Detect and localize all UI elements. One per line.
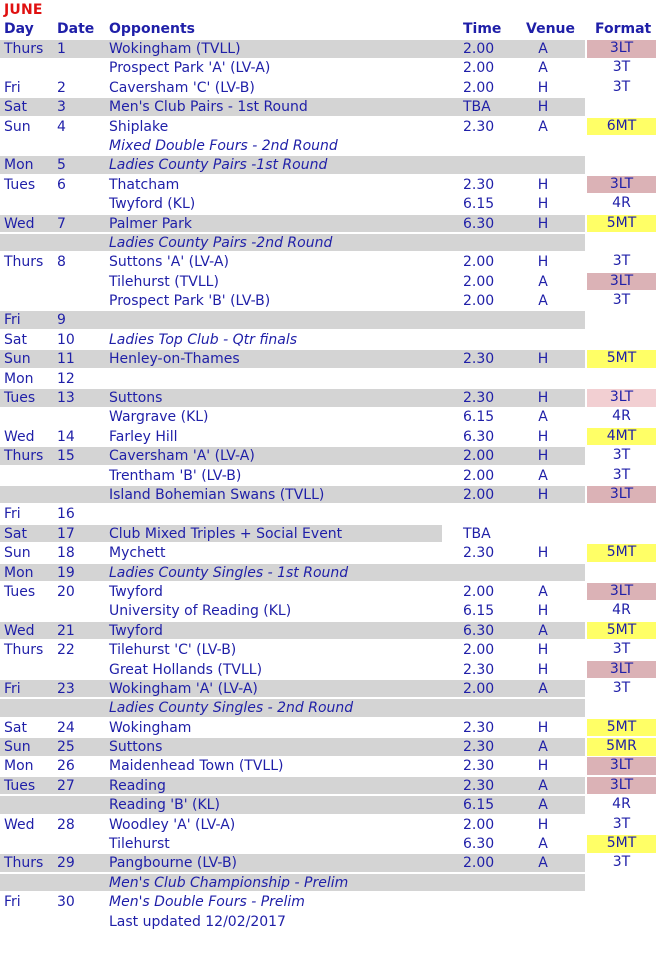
cell-day: Thurs <box>4 41 44 57</box>
cell-date: 17 <box>57 525 75 542</box>
cell-format: 3T <box>612 466 631 483</box>
cell-opponent: Men's Club Pairs - 1st Round <box>109 99 308 116</box>
cell-time: 2.00 <box>463 60 495 77</box>
cell-format: 3LT <box>587 486 656 504</box>
cell-day: Mon <box>4 157 34 174</box>
cell-time: 2.00 <box>463 816 495 833</box>
cell-day: Sat <box>4 331 27 348</box>
cell-venue: A <box>538 777 548 794</box>
cell-format: 5MT <box>587 350 656 368</box>
cell-time: 2.00 <box>463 467 495 484</box>
cell-date: 3 <box>57 99 66 116</box>
cell-date: 2 <box>57 79 66 96</box>
table-row <box>0 446 657 465</box>
cell-time: 2.30 <box>463 719 495 736</box>
cell-venue: H <box>537 99 549 116</box>
row-shading <box>0 40 585 58</box>
cell-opponent: Prospect Park 'A' (LV-A) <box>109 60 271 77</box>
cell-format: 3T <box>612 854 631 871</box>
cell-day: Thurs <box>4 855 44 872</box>
cell-day: Wed <box>4 428 35 445</box>
table-row <box>0 272 657 291</box>
cell-format: 5MT <box>587 215 656 233</box>
cell-opponent: Suttons 'A' (LV-A) <box>109 254 229 271</box>
cell-opponent: Henley-on-Thames <box>109 351 240 368</box>
cell-format: 3LT <box>587 273 656 291</box>
cell-format: 3T <box>612 447 631 464</box>
cell-opponent: Wokingham (TVLL) <box>109 41 241 57</box>
cell-time: TBA <box>463 99 491 116</box>
cell-date: 18 <box>57 545 75 562</box>
cell-time: 6.15 <box>463 797 495 814</box>
cell-time: 2.30 <box>463 390 495 407</box>
cell-opponent: Ladies County Singles - 1st Round <box>109 564 349 581</box>
cell-day: Fri <box>4 894 21 911</box>
row-shading <box>0 680 585 698</box>
header-time: Time <box>463 21 502 37</box>
cell-day: Wed <box>4 816 35 833</box>
cell-format <box>587 331 656 349</box>
cell-format: 3LT <box>587 777 656 795</box>
cell-format: 3LT <box>587 661 656 679</box>
cell-date: 11 <box>57 351 75 368</box>
cell-venue: A <box>538 855 548 872</box>
cell-date: 25 <box>57 739 75 756</box>
row-shading <box>0 738 585 756</box>
cell-opponent: Mixed Double Fours - 2nd Round <box>109 137 338 154</box>
cell-time: 2.00 <box>463 583 495 600</box>
cell-format: 3LT <box>587 40 656 58</box>
cell-format: 5MT <box>587 719 656 737</box>
cell-format <box>587 234 656 252</box>
cell-format: 4MT <box>587 428 656 446</box>
table-row <box>0 524 657 543</box>
cell-time: 2.30 <box>463 351 495 368</box>
cell-venue: H <box>537 758 549 775</box>
table-row <box>0 815 657 834</box>
cell-format: 5MT <box>587 544 656 562</box>
cell-format: 5MT <box>587 835 656 853</box>
table-row <box>0 233 657 252</box>
cell-venue: A <box>538 797 548 814</box>
cell-opponent: Trentham 'B' (LV-B) <box>109 467 242 484</box>
table-row <box>0 485 657 504</box>
cell-opponent: Reading 'B' (KL) <box>109 797 220 814</box>
cell-time: 2.00 <box>463 642 495 659</box>
cell-opponent: Shiplake <box>109 118 169 135</box>
cell-format: 3T <box>612 679 631 696</box>
cell-venue: H <box>537 816 549 833</box>
cell-opponent: Caversham 'A' (LV-A) <box>109 448 255 465</box>
cell-date: 26 <box>57 758 75 775</box>
cell-opponent: Twyford (KL) <box>109 196 196 213</box>
cell-opponent: Caversham 'C' (LV-B) <box>109 79 255 96</box>
cell-venue: H <box>537 79 549 96</box>
cell-venue: H <box>537 603 549 620</box>
cell-format <box>587 156 656 174</box>
cell-opponent: Last updated 12/02/2017 <box>109 913 286 930</box>
cell-date: 24 <box>57 719 75 736</box>
cell-venue: H <box>537 428 549 445</box>
cell-format <box>587 525 656 543</box>
cell-format <box>587 98 656 116</box>
cell-date: 6 <box>57 176 66 193</box>
cell-time: 2.00 <box>463 680 495 697</box>
table-row <box>0 834 657 853</box>
table-row <box>0 873 657 892</box>
cell-time: 2.00 <box>463 254 495 271</box>
table-row <box>0 912 657 931</box>
table-row <box>0 39 657 58</box>
table-row <box>0 718 657 737</box>
table-row <box>0 466 657 485</box>
table-row <box>0 543 657 562</box>
cell-date: 12 <box>57 370 75 387</box>
cell-opponent: Ladies County Pairs -2nd Round <box>109 234 333 251</box>
cell-venue: H <box>537 390 549 407</box>
cell-venue: A <box>538 622 548 639</box>
cell-day: Wed <box>4 622 35 639</box>
cell-venue: H <box>537 176 549 193</box>
cell-day: Mon <box>4 758 34 775</box>
cell-venue: H <box>537 661 549 678</box>
cell-day: Sun <box>4 118 31 135</box>
cell-time: 2.30 <box>463 176 495 193</box>
cell-date: 30 <box>57 894 75 911</box>
cell-opponent: Pangbourne (LV-B) <box>109 855 238 872</box>
cell-day: Tues <box>4 583 36 600</box>
cell-format <box>587 370 656 388</box>
cell-format: 6MT <box>587 118 656 136</box>
table-row <box>0 155 657 174</box>
cell-opponent: Men's Club Championship - Prelim <box>109 874 349 891</box>
cell-date: 7 <box>57 215 66 232</box>
table-row <box>0 349 657 368</box>
cell-day: Sat <box>4 99 27 116</box>
table-header <box>0 20 657 39</box>
cell-time: 6.30 <box>463 622 495 639</box>
table-row <box>0 97 657 116</box>
cell-venue: H <box>537 215 549 232</box>
cell-day: Sun <box>4 739 31 756</box>
cell-format: 3T <box>612 253 631 270</box>
cell-day: Tues <box>4 176 36 193</box>
cell-day: Tues <box>4 390 36 407</box>
cell-date: 5 <box>57 157 66 174</box>
cell-opponent: Twyford <box>109 583 163 600</box>
table-row <box>0 737 657 756</box>
table-row <box>0 407 657 426</box>
cell-venue: A <box>538 41 548 57</box>
cell-date: 21 <box>57 622 75 639</box>
cell-time: 2.00 <box>463 448 495 465</box>
cell-date: 27 <box>57 777 75 794</box>
table-row <box>0 291 657 310</box>
cell-format: 4R <box>612 602 631 619</box>
table-row <box>0 252 657 271</box>
cell-date: 15 <box>57 448 75 465</box>
table-row <box>0 679 657 698</box>
cell-day: Fri <box>4 312 21 329</box>
cell-format: 3LT <box>587 389 656 407</box>
cell-opponent: Ladies County Singles - 2nd Round <box>109 700 354 717</box>
cell-venue: A <box>538 680 548 697</box>
cell-opponent: Mychett <box>109 545 166 562</box>
cell-opponent: Wokingham <box>109 719 192 736</box>
cell-venue: A <box>538 409 548 426</box>
table-row <box>0 58 657 77</box>
cell-day: Tues <box>4 777 36 794</box>
month-title: JUNE <box>4 2 43 18</box>
cell-time: 2.30 <box>463 118 495 135</box>
cell-opponent: Farley Hill <box>109 428 178 445</box>
cell-opponent: Tilehurst <box>109 836 170 853</box>
table-row <box>0 388 657 407</box>
cell-opponent: Twyford <box>109 622 163 639</box>
cell-date: 4 <box>57 118 66 135</box>
cell-venue: A <box>538 467 548 484</box>
cell-date: 9 <box>57 312 66 329</box>
cell-opponent: Suttons <box>109 390 163 407</box>
cell-time: 2.30 <box>463 545 495 562</box>
cell-time: TBA <box>463 525 491 542</box>
cell-venue: H <box>537 351 549 368</box>
cell-opponent: Ladies Top Club - Qtr finals <box>109 331 298 348</box>
table-row <box>0 369 657 388</box>
cell-opponent: Tilehurst 'C' (LV-B) <box>109 642 237 659</box>
row-shading <box>0 796 585 814</box>
row-shading <box>0 311 585 329</box>
cell-day: Mon <box>4 564 34 581</box>
cell-date: 19 <box>57 564 75 581</box>
cell-venue: A <box>538 118 548 135</box>
table-row <box>0 563 657 582</box>
cell-venue: H <box>537 642 549 659</box>
cell-date: 14 <box>57 428 75 445</box>
cell-date: 1 <box>57 41 66 57</box>
cell-format <box>587 564 656 582</box>
cell-opponent: Wokingham 'A' (LV-A) <box>109 680 258 697</box>
table-row <box>0 330 657 349</box>
cell-day: Thurs <box>4 448 44 465</box>
cell-day: Wed <box>4 215 35 232</box>
table-row <box>0 582 657 601</box>
table-row <box>0 795 657 814</box>
table-row <box>0 776 657 795</box>
cell-time: 6.15 <box>463 603 495 620</box>
cell-opponent: Thatcham <box>109 176 180 193</box>
cell-time: 2.00 <box>463 855 495 872</box>
cell-venue: A <box>538 293 548 310</box>
cell-time: 2.30 <box>463 739 495 756</box>
cell-opponent: Wargrave (KL) <box>109 409 209 426</box>
row-shading <box>0 854 585 872</box>
cell-time: 6.15 <box>463 196 495 213</box>
cell-venue: A <box>538 739 548 756</box>
cell-date: 13 <box>57 390 75 407</box>
cell-opponent: Great Hollands (TVLL) <box>109 661 263 678</box>
table-row <box>0 660 657 679</box>
cell-opponent: Tilehurst (TVLL) <box>109 273 219 290</box>
cell-venue: H <box>537 196 549 213</box>
cell-opponent: Reading <box>109 777 166 794</box>
cell-opponent: Woodley 'A' (LV-A) <box>109 816 236 833</box>
cell-format: 4R <box>612 796 631 813</box>
row-shading <box>0 350 585 368</box>
cell-time: 6.30 <box>463 215 495 232</box>
cell-format: 5MR <box>587 738 656 756</box>
cell-format: 5MT <box>587 622 656 640</box>
cell-time: 2.00 <box>463 293 495 310</box>
header-format: Format <box>595 21 652 37</box>
table-row <box>0 136 657 155</box>
cell-format: 3T <box>612 78 631 95</box>
cell-time: 2.30 <box>463 661 495 678</box>
cell-date: 8 <box>57 254 66 271</box>
table-row <box>0 427 657 446</box>
cell-date: 20 <box>57 583 75 600</box>
cell-venue: H <box>537 486 549 503</box>
table-row <box>0 756 657 775</box>
cell-time: 6.30 <box>463 428 495 445</box>
cell-day: Fri <box>4 506 21 523</box>
cell-opponent: Island Bohemian Swans (TVLL) <box>109 486 325 503</box>
cell-venue: H <box>537 545 549 562</box>
cell-format: 3T <box>612 59 631 76</box>
table-row <box>0 117 657 136</box>
row-shading <box>0 777 585 795</box>
row-shading <box>0 215 585 233</box>
cell-day: Sat <box>4 719 27 736</box>
cell-day: Sat <box>4 525 27 542</box>
header-opponents: Opponents <box>109 21 196 37</box>
cell-opponent: Palmer Park <box>109 215 192 232</box>
cell-format <box>587 913 656 931</box>
cell-time: 6.15 <box>463 409 495 426</box>
cell-date: 10 <box>57 331 75 348</box>
cell-format <box>587 893 656 911</box>
cell-opponent: Maidenhead Town (TVLL) <box>109 758 284 775</box>
cell-date: 23 <box>57 680 75 697</box>
cell-format <box>587 505 656 523</box>
cell-format: 3LT <box>587 176 656 194</box>
header-day: Day <box>4 21 34 37</box>
cell-time: 2.00 <box>463 79 495 96</box>
row-shading <box>0 447 585 465</box>
cell-format <box>587 311 656 329</box>
cell-time: 2.30 <box>463 758 495 775</box>
table-row <box>0 853 657 872</box>
table-row <box>0 78 657 97</box>
cell-day: Fri <box>4 79 21 96</box>
cell-format: 3T <box>612 292 631 309</box>
table-row <box>0 601 657 620</box>
table-row <box>0 194 657 213</box>
cell-format: 4R <box>612 195 631 212</box>
cell-format: 3T <box>612 641 631 658</box>
cell-date: 29 <box>57 855 75 872</box>
fixtures-table <box>0 39 657 931</box>
cell-date: 22 <box>57 642 75 659</box>
row-shading <box>0 622 585 640</box>
cell-time: 2.30 <box>463 777 495 794</box>
cell-venue: A <box>538 836 548 853</box>
cell-format <box>587 699 656 717</box>
table-row <box>0 892 657 911</box>
table-row <box>0 698 657 717</box>
cell-venue: A <box>538 273 548 290</box>
cell-format: 3T <box>612 815 631 832</box>
cell-day: Thurs <box>4 642 44 659</box>
cell-time: 2.00 <box>463 486 495 503</box>
cell-opponent: Men's Double Fours - Prelim <box>109 894 305 911</box>
cell-time: 2.00 <box>463 273 495 290</box>
cell-day: Fri <box>4 680 21 697</box>
cell-opponent: Suttons <box>109 739 163 756</box>
cell-day: Mon <box>4 370 34 387</box>
cell-date: 28 <box>57 816 75 833</box>
table-row <box>0 214 657 233</box>
cell-opponent: University of Reading (KL) <box>109 603 292 620</box>
cell-opponent: Ladies County Pairs -1st Round <box>109 157 328 174</box>
table-row <box>0 621 657 640</box>
cell-format: 3LT <box>587 757 656 775</box>
cell-venue: A <box>538 583 548 600</box>
cell-format: 4R <box>612 408 631 425</box>
cell-venue: H <box>537 719 549 736</box>
cell-day: Sun <box>4 351 31 368</box>
table-row <box>0 640 657 659</box>
cell-venue: H <box>537 448 549 465</box>
cell-day: Sun <box>4 545 31 562</box>
cell-date: 16 <box>57 506 75 523</box>
cell-opponent: Club Mixed Triples + Social Event <box>109 525 343 542</box>
table-row <box>0 310 657 329</box>
row-shading <box>0 389 585 407</box>
cell-time: 2.00 <box>463 41 495 57</box>
table-row <box>0 504 657 523</box>
cell-format: 3LT <box>587 583 656 601</box>
header-date: Date <box>57 21 95 37</box>
cell-format <box>587 137 656 155</box>
cell-opponent: Prospect Park 'B' (LV-B) <box>109 293 271 310</box>
cell-venue: H <box>537 254 549 271</box>
cell-format <box>587 874 656 892</box>
table-row <box>0 175 657 194</box>
cell-time: 6.30 <box>463 836 495 853</box>
cell-day: Thurs <box>4 254 44 271</box>
header-venue: Venue <box>526 21 575 37</box>
cell-venue: A <box>538 60 548 77</box>
